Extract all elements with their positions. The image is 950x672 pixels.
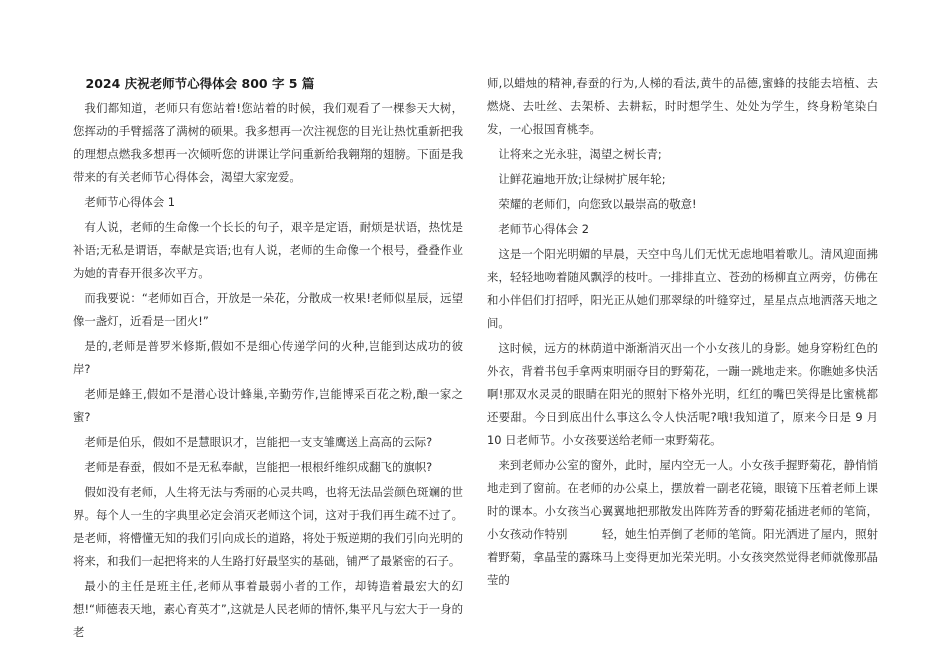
body-paragraph: 让鲜花遍地开放;让绿树扩展年轮;	[498, 172, 666, 186]
section-heading-2: 老师节心得体会 2	[498, 222, 589, 236]
body-paragraph: 让将来之光永驻，渴望之树长青;	[498, 147, 662, 161]
body-paragraph: 这是一个阳光明媚的早晨，天空中鸟儿们无忧无虑地唱着歌儿。清风迎面拂来，轻轻地吻着随风飘浮的枝叶。一排排直立、苍劲的杨柳直立两旁，仿佛在和小伴侣们打招呼，阳光正从她们那翠绿的叶缝穿过，星星点点地洒落天地之间。	[487, 247, 878, 330]
intro-paragraph: 我们都知道，老师只有您站着!您站着的时候，我们观看了一棵参天大树，您挥动的手臂摇落了满树的硕果。我多想再一次注视您的目光让热忱重新把我的理想点燃我多想再一次倾听您的讲课让学问重新给我翱翔的翅膀。下面是我带来的有关老师节心得体会，渴望大家宠爱。	[73, 101, 463, 184]
body-paragraph: 而我要说：“老师如百合，开放是一朵花，分散成一枚果!老师似星辰，远望像一盏灯，近看是一团火!”	[73, 291, 463, 328]
body-paragraph: 来到老师办公室的窗外，此时，屋内空无一人。小女孩手握野菊花，静悄悄地走到了窗前。在老师的办公桌上，摆放着一副老花镜，眼镜下压着老师上课时的课本。小女孩当心翼翼地把那散发出阵阵芳香的野菊花插进老师的笔筒，小女孩动作特别 轻，她生怕弄倒了老师的笔筒。阳光洒进了屋内，照射着野菊，拿晶莹的露珠马上变得更加光荣光明。小女孩突然觉得老师就像那晶莹的	[487, 458, 878, 587]
right-column	[487, 72, 878, 594]
section-heading-1: 老师节心得体会 1	[84, 195, 175, 209]
left-column	[73, 72, 463, 646]
body-paragraph: 老师是春蚕，假如不是无私奉献，岂能把一根根纤维织成翻飞的旗帜?	[84, 460, 433, 474]
body-paragraph: 这时候，远方的林荫道中渐渐消灭出一个小女孩儿的身影。她身穿粉红色的外衣，背着书包手拿两束明丽夺目的野菊花，一蹦一跳地走来。你瞧她多快活啊!那双水灵灵的眼睛在阳光的照射下格外光明，红红的嘴巴笑得是比蜜桃都还要甜。今日到底出什么事这么令人快活呢?哦!我知道了，原来今日是 9 月 10 日老师节。小女孩要送给老师一束野菊花。	[487, 341, 878, 447]
body-paragraph: 老师是伯乐，假如不是慧眼识才，岂能把一支支雏鹰送上高高的云际?	[84, 435, 433, 449]
body-paragraph: 荣耀的老师们，向您致以最崇高的敬意!	[498, 197, 697, 211]
body-paragraph: 老师是蜂王,假如不是潜心设计蜂巢,辛勤劳作,岂能博采百花之粉,酿一家之蜜?	[73, 387, 463, 424]
body-paragraph-continued: 师,以蜡烛的精神,春蚕的行为,人梯的看法,黄牛的品德,蜜蜂的技能去培植、去燃烧、去吐丝、去架桥、去耕耘，时时想学生、处处为学生，终身粉笔染白发，一心报国育桃李。	[487, 76, 878, 136]
document-title: 2024 庆祝老师节心得体会 800 字 5 篇	[85, 76, 315, 91]
body-paragraph: 有人说，老师的生命像一个长长的句子，艰辛是定语，耐烦是状语，热忱是补语;无私是谓语，奉献是宾语;也有人说，老师的生命像一个根号，叠叠作业为她的青春开很多次平方。	[73, 220, 463, 280]
body-paragraph: 假如没有老师，人生将无法与秀丽的心灵共鸣，也将无法品尝颜色斑斓的世界。每个人一生的字典里必定会消灭老师这个词，这对于我们再生疏不过了。是老师，将懵懂无知的我们引向成长的道路，将处于叛逆期的我们引向光明的将来，和我们一起把将来的人生路打好最坚实的基础，铺严了最紧密的石子。	[73, 485, 463, 568]
body-paragraph: 最小的主任是班主任,老师从事着最弱小者的工作，却铸造着最宏大的幻想!“师德表天地，素心育英才”,这就是人民老师的情怀,集平凡与宏大于一身的老	[73, 579, 463, 639]
body-paragraph: 是的,老师是普罗米修斯,假如不是细心传递学问的火种,岂能到达成功的彼岸?	[73, 339, 463, 376]
